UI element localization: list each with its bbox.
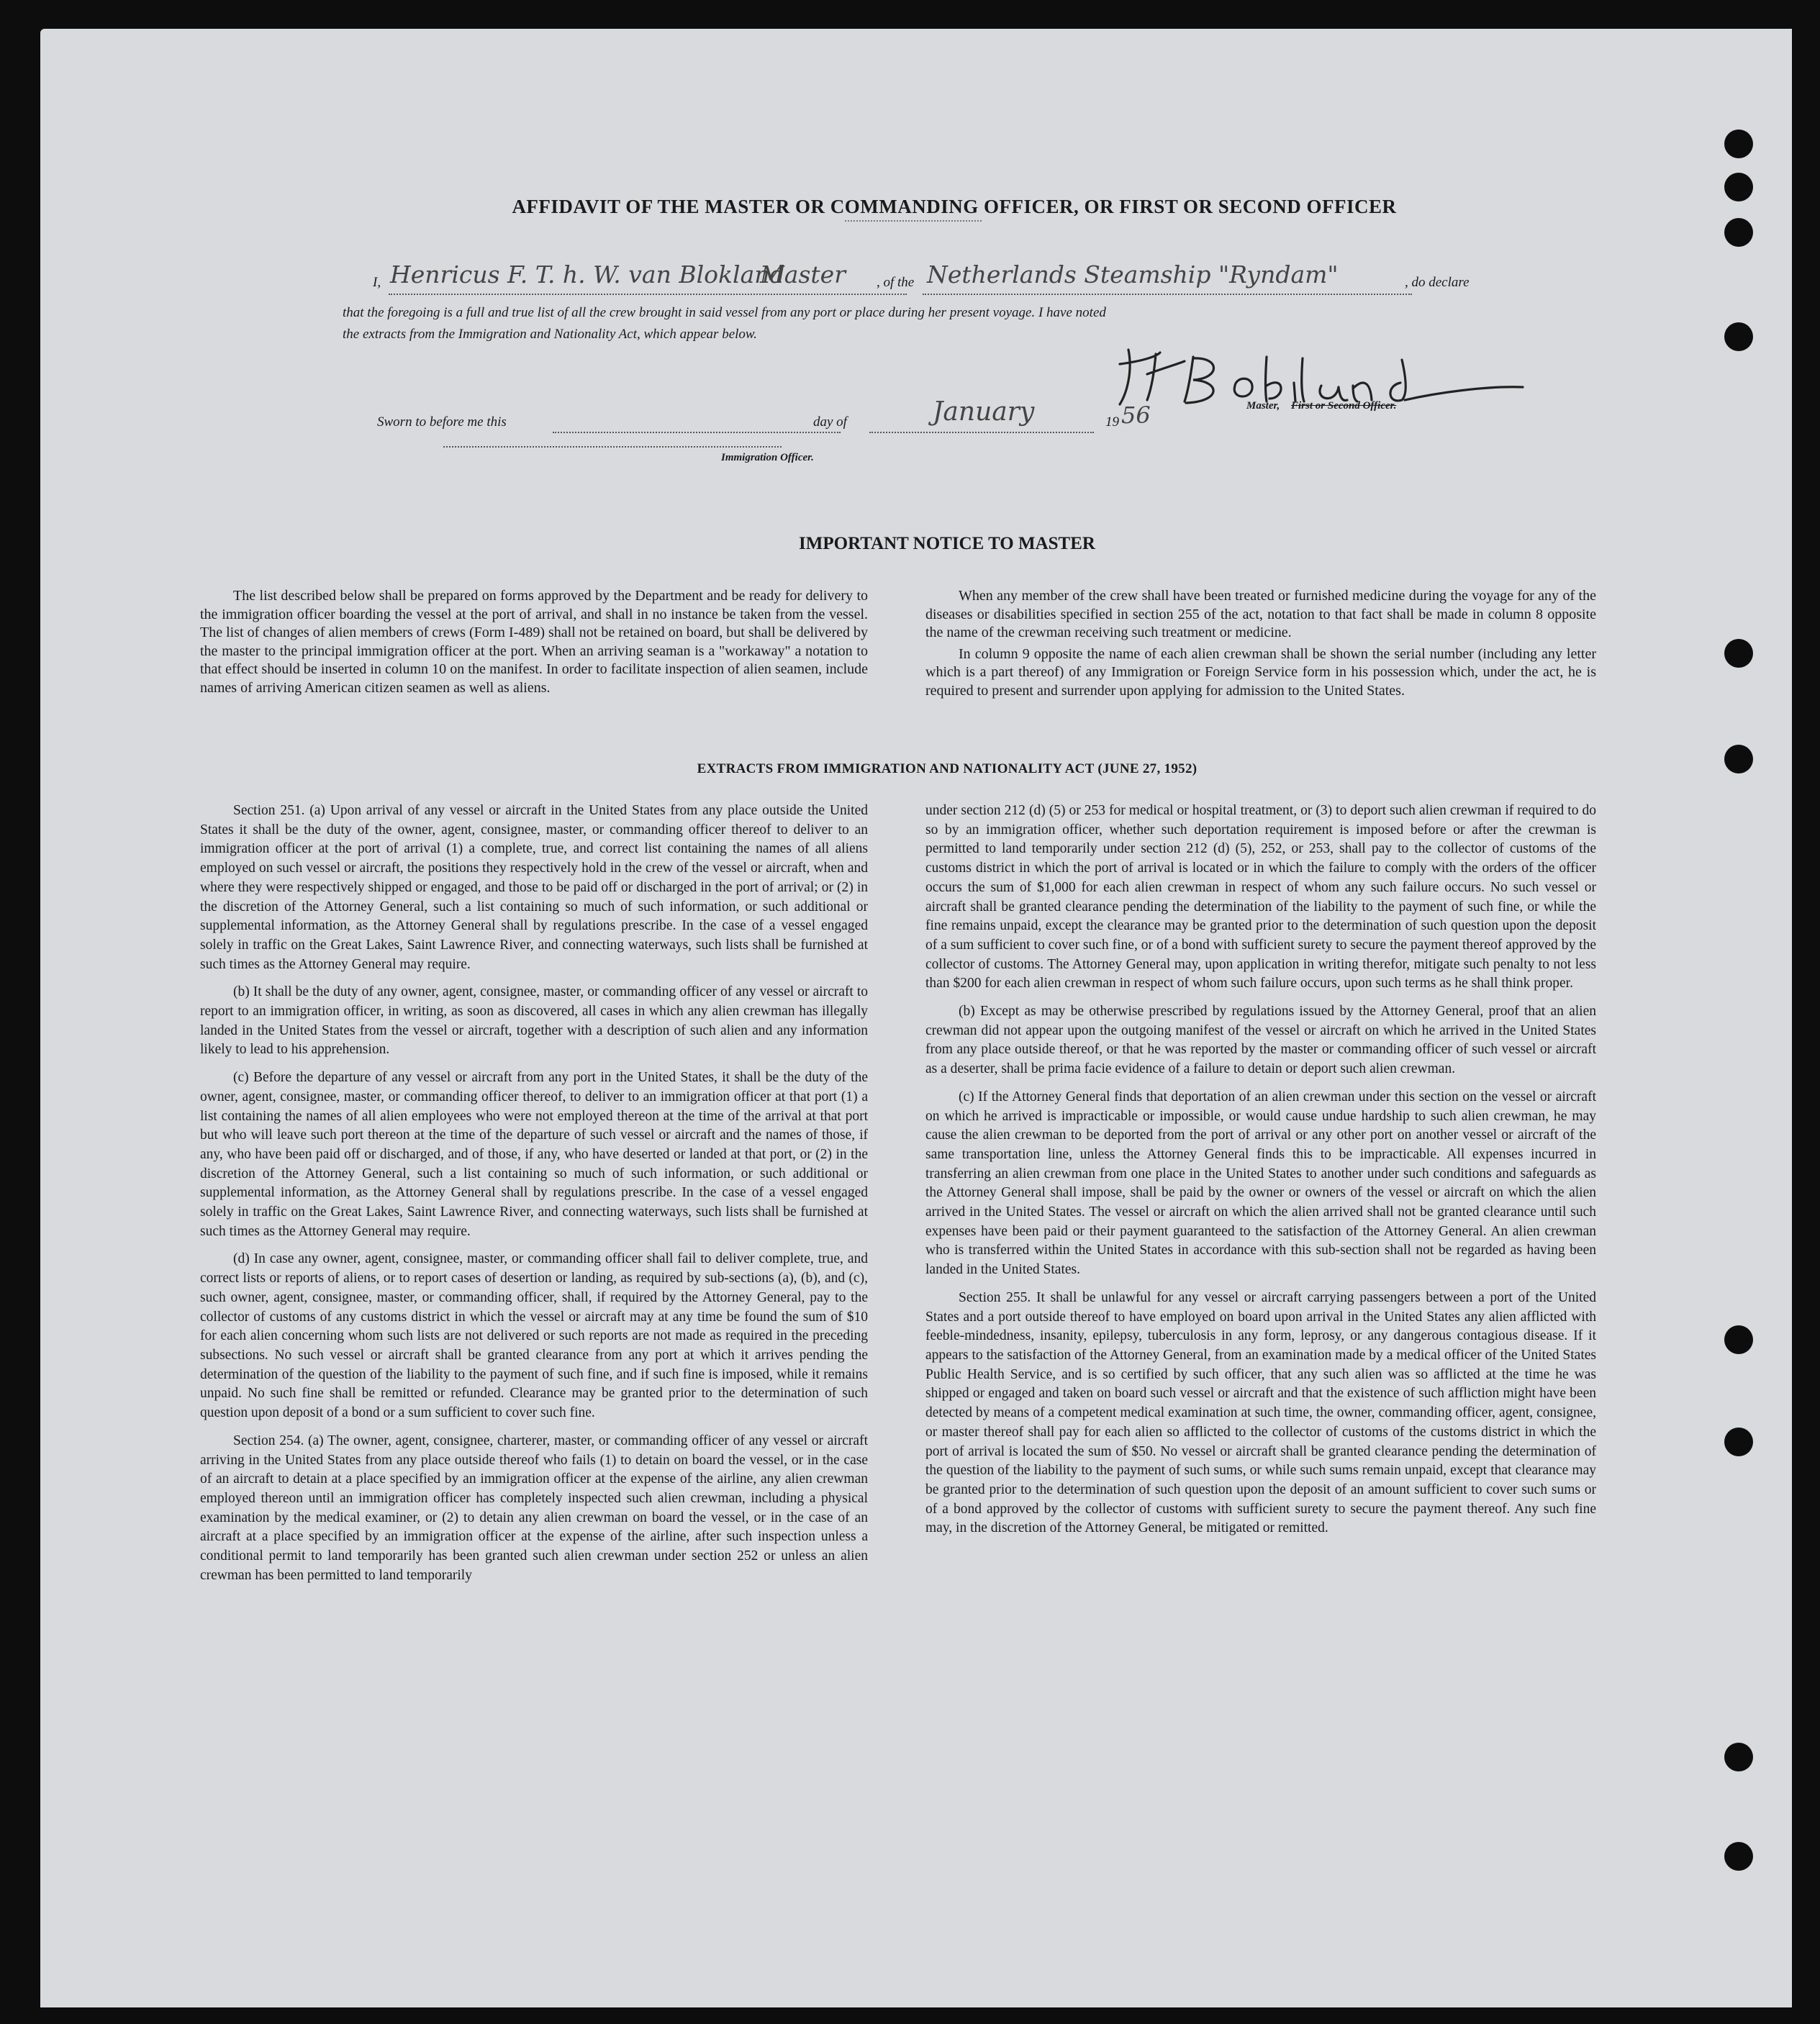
of-the-label: , of the: [877, 275, 915, 290]
sworn-year: 56: [1121, 401, 1151, 429]
punch-hole: [1724, 1428, 1753, 1456]
extracts-left-column: [200, 802, 868, 1594]
notice-right-column: [925, 587, 1596, 704]
sworn-label: Sworn to before me this: [377, 414, 507, 430]
statute-paragraph: (d) In case any owner, agent, consignee, master, or commanding officer shall fail to deliver complete, true, and correct lists or reports of aliens, or to report cases of desertion or landing, as required by sub-sections (a), (b), and (c), such owner, agent, consignee, master, or commanding officer, shall, if required by the Attorney General, pay to the collector of customs of any customs district in which the vessel or aircraft may at any time be found the sum of $10 for each alien concerning whom such lists are not delivered or such reports are not made as required in the preceding subsections. No such vessel or aircraft shall be granted clearance from any port at which it arrives pending the determination of the question of the liability to the payment of such fine, and if such fine is imposed, while it remains unpaid. No such fine shall be remitted or refunded. Clearance may be granted prior to the determination of such question upon deposit of a bond or a sum sufficient to cover such fine.: [200, 1251, 868, 1421]
month-field: [869, 432, 1094, 433]
punch-hole: [1724, 218, 1753, 247]
notice-paragraph: When any member of the crew shall have been treated or furnished medicine during the voyage for any of the diseases or disabilities specified in section 255 of the act, notation to that fact shall be made in column 8 opposite the name of the crewman receiving such treatment or medicine.: [925, 588, 1596, 641]
do-declare-label: , do declare: [1405, 275, 1470, 290]
affidavit-title: AFFIDAVIT OF THE MASTER OR COMMANDING OFFICER, OR FIRST OR SECOND OFFICER: [512, 196, 1397, 217]
punch-hole: [1724, 322, 1753, 351]
extracts-heading: EXTRACTS FROM IMMIGRATION AND NATIONALITY ACT (JUNE 27, 1952): [697, 761, 1198, 776]
notice-paragraph: In column 9 opposite the name of each alien crewman shall be shown the serial number (including any letter which is a part thereof) of any Immigration or Foreign Service form in his possession which, under the act, he is required to present and surrender upon applying for admission to the United States.: [925, 645, 1596, 699]
notice-heading: IMPORTANT NOTICE TO MASTER: [799, 534, 1095, 553]
declarant-title: Master: [760, 260, 846, 289]
notice-left-column: [200, 587, 868, 701]
punch-hole: [1724, 1743, 1753, 1771]
struck-officer-label: First or Second Officer.: [1291, 400, 1397, 412]
title-underline: [845, 220, 982, 222]
sworn-day-field: [553, 432, 841, 433]
statute-paragraph: (c) If the Attorney General finds that deportation of an alien crewman under this section on the vessel or aircraft on which he arrived is impracticable or impossible, or would cause undue hardship to such alien crewman, he may cause the alien crewman to be deported from the port of arrival or any other port on another vessel or aircraft of the same transportation line, unless the Attorney General finds this to be impracticable. All expenses incurred in transferring an alien crewman from one place in the United States to another under such conditions and safeguards as the Attorney General shall impose, shall be paid by the owner or owners of the vessel or aircraft on which the alien arrived in the United States. The vessel or aircraft on which the alien arrived shall not be granted clearance until such expenses have been paid or their payment guaranteed to the satisfaction of the Attorney General. An alien crewman who is transferred within the United States in accordance with this sub-section shall not be regarded as having been landed in the United States.: [925, 1089, 1596, 1278]
vessel-field: [923, 294, 1412, 295]
punch-hole: [1724, 1842, 1753, 1871]
punch-hole: [1724, 639, 1753, 668]
year-prefix: 19: [1105, 414, 1119, 430]
statute-paragraph: (c) Before the departure of any vessel or aircraft from any port in the United States, it shall be the duty of the owner, agent, consignee, master, or commanding officer thereof, to deliver to an immigration officer at that port (1) a list containing the names of all alien employees who were not employed thereon at the time of the arrival at that port but who will leave such port thereon at the time of the departure of such vessel or aircraft and the names of those, if any, who have been paid off or discharged, and of those, if any, who have deserted or landed at that port, or (2) in the discretion of the Attorney General, such a list containing so much of such information, or such additional or supplemental information, as the Attorney General shall by regulations prescribe. In the case of a vessel engaged solely in traffic on the Great Lakes, Saint Lawrence River, and connecting waterways, such lists shall be furnished at such times as the Attorney General may require.: [200, 1070, 868, 1239]
statute-paragraph: (b) It shall be the duty of any owner, agent, consignee, master, or commanding officer of any vessel or aircraft to report to an immigration officer, in writing, as soon as discovered, all cases in which any alien crewman has illegally landed in the United States from the vessel or aircraft, together with a description of such alien and any information likely to lead to his apprehension.: [200, 984, 868, 1058]
sworn-month: January: [933, 397, 1035, 427]
declarant-name: Henricus F. T. h. W. van Blokland: [390, 260, 785, 289]
statute-paragraph: under section 212 (d) (5) or 253 for medical or hospital treatment, or (3) to deport such alien crewman if required to do so by an immigration officer, whether such deportation requirement is imposed before or after the crewman is permitted to land temporarily under section 212 (d) (5), 252, or 253, shall pay to the collector of customs of the customs district in which the port of arrival is located or in which the failure to comply with the orders of the officer occurs the sum of $1,000 for each alien crewman in respect of whom any such failure occurs. No such vessel or aircraft shall be granted clearance pending the determination of the liability to the payment of such fine, or while the fine remains unpaid, except the clearance may be granted prior to the determination of such question upon the deposit of a sum sufficient to cover such fine, or of a bond with sufficient surety to secure the payment thereof approved by the collector of customs. The Attorney General may, upon application in writing therefor, mitigate such penalty to not less than $200 for each alien crewman in respect of whom such failure occurs, upon such terms as he shall think proper.: [925, 803, 1596, 991]
punch-hole: [1724, 745, 1753, 773]
punch-hole: [1724, 1325, 1753, 1354]
vessel-name: Netherlands Steamship "Ryndam": [927, 260, 1339, 289]
affidavit-statement-line: the extracts from the Immigration and Nationality Act, which appear below.: [343, 327, 757, 342]
notice-paragraph: The list described below shall be prepared on forms approved by the Department and be ready for delivery to the immigration officer boarding the vessel at the port of arrival, and shall in no instance be taken from the vessel. The list of changes of alien members of crews (Form I-489) shall not be retained on board, but shall be delivered by the master to the principal immigration officer at the port. When an arriving seaman is a "workaway" a notation to that effect should be inserted in column 10 on the manifest. In order to facilitate inspection of alien seamen, include names of arriving American citizen seamen as well as aliens.: [200, 588, 868, 696]
declarant-field: [389, 294, 907, 295]
extracts-right-column: [925, 802, 1596, 1547]
document-page: [40, 29, 1792, 2007]
master-signature: [1113, 342, 1530, 409]
immigration-officer-field: [443, 446, 782, 448]
statute-paragraph: Section 255. It shall be unlawful for any vessel or aircraft carrying passengers between a port of the United States and a port outside thereof to have employed on board upon arrival in the United States any alien afflicted with feeble-mindedness, insanity, epilepsy, tuberculosis in any form, leprosy, or any dangerous contagious disease. If it appears to the satisfaction of the Attorney General, from an examination made by a medical officer of the United States Public Health Service, and is so certified by such officer, that any such alien was so afflicted at the time he was shipped or engaged and taken on board such vessel or aircraft and that the existence of such affliction might have been detected by means of a competent medical examination at such time, the owner, commanding officer, agent, consignee, or master thereof shall pay for each alien so afflicted to the collector of customs of the customs district in which the port of arrival is located the sum of $50. No vessel or aircraft shall be granted clearance pending the determination of the question of the liability to the payment of such sums, or while such sums remain unpaid, except that clearance may be granted prior to the determination of such question upon the deposit of an amount sufficient to cover such sums or of a bond approved by the collector of customs with sufficient surety to secure the payment thereof. Any such fine may, in the discretion of the Attorney General, be mitigated or remitted.: [925, 1289, 1596, 1536]
statute-paragraph: Section 254. (a) The owner, agent, consignee, charterer, master, or commanding officer of any vessel or aircraft arriving in the United States from any place outside thereof who fails (1) to detain on board the vessel, or in the case of an aircraft to detain at a place specified by an immigration officer at the expense of the airline, any alien crewman employed thereon until an immigration officer has completely inspected such alien crewman, including a physical examination by the medical examiner, or (2) to detain any alien crewman on board the vessel, or in the case of an aircraft at a place specified by an immigration officer at the expense of the airline, after such inspection unless a conditional permit to land temporarily has been granted such alien crewman under section 252 or unless an alien crewman has been permitted to land temporarily: [200, 1433, 868, 1583]
immigration-officer-label: Immigration Officer.: [721, 452, 814, 463]
affidavit-statement-line: that the foregoing is a full and true list of all the crew brought in said vessel from any port or place during her present voyage. I have noted: [343, 305, 1106, 320]
statute-paragraph: (b) Except as may be otherwise prescribed by regulations issued by the Attorney General, proof that an alien crewman did not appear upon the outgoing manifest of the vessel or aircraft on which he arrived in the United States from any place outside thereof, or that he was reported by the master or commanding officer of such vessel or aircraft as a deserter, shall be prima facie evidence of a failure to detain or deport such alien crewman.: [925, 1004, 1596, 1077]
punch-hole: [1724, 173, 1753, 201]
statute-paragraph: Section 251. (a) Upon arrival of any vessel or aircraft in the United States from any place outside the United States it shall be the duty of the owner, agent, consignee, master, or commanding officer thereof to deliver to an immigration officer at the port of arrival (1) a complete, true, and correct list containing the names of all aliens employed on such vessel or aircraft, the positions they respectively hold in the crew of the vessel or aircraft, when and where they were respectively shipped or engaged, and those to be paid off or discharged in the port of arrival; or (2) in the discretion of the Attorney General, such a list containing so much of such information, or such additional or supplemental information, as the Attorney General shall by regulations prescribe. In the case of a vessel engaged solely in traffic on the Great Lakes, Saint Lawrence River, and connecting waterways, such lists shall be furnished at such times as the Attorney General may require.: [200, 803, 868, 972]
affidavit-prefix: I,: [373, 275, 381, 290]
day-of-label: day of: [813, 414, 847, 430]
punch-hole: [1724, 130, 1753, 158]
master-label: Master,: [1246, 400, 1280, 412]
